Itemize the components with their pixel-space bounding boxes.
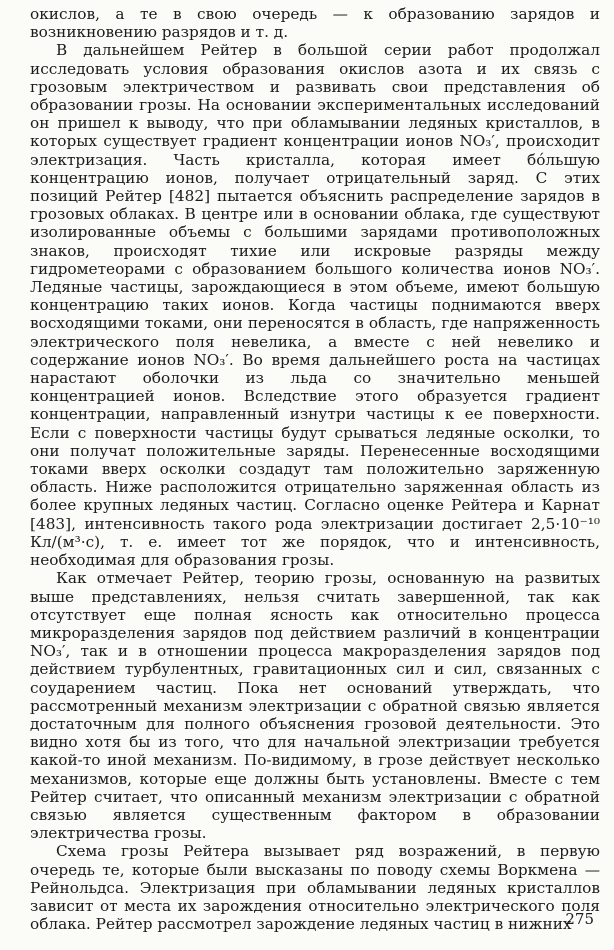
paragraph-reiter-research: В дальнейшем Рейтер в большой серии работ продолжал исследовать условия образования окислов азота и их связь с грозовым электричеством и развивать свои представления об образовании грозы. На основании экспериментальных исследований он пришел к выводу, что при обламывании ледяных кристаллов, в которых существует градиент концентрации ионов NO₃′, происходит электризация. Часть кристалла, которая имеет бóльшую концентрацию ионов, получает отрицательный заряд. С этих позиций Рейтер [482] пытается объяснить распределение зарядов в грозовых облаках. В центре или в основании облака, где существуют изолированные объемы с большими зарядами противоположных знаков, происходят тихие или искровые разряды между гидрометеорами с образованием большого количества ионов NO₃′. Ледяные частицы, зарождающиеся в этом объеме, имеют большую концентрацию таких ионов. Когда частицы поднимаются вверх восходящими токами, они переносятся в область, где напряженность электрического поля невелика, а вместе с ней невелико и содержание ионов NO₃′. Во время дальнейшего роста на частицах нарастают оболочки из льда со значительно меньшей концентрацией ионов. Вследствие этого образуется градиент концентрации, направленный изнутри частицы к ее поверхности. Если с поверхности частицы будут срываться ледяные осколки, то они получат положительные заряды. Перенесенные восходящими токами вверх осколки создадут там положительно заряженную область. Ниже расположится отрицательно заряженная область из более крупных ледяных частиц. Согласно оценке Рейтера и Карнат [483], интенсивность такого рода электризации достигает 2,5·10⁻¹⁰ Кл/(м³·с), т. е. имеет тот же порядок, что и интенсивность, необходимая для образования грозы.: [30, 41, 600, 570]
page-number: 275: [565, 910, 594, 928]
paragraph-continuation: окислов, а те в свою очередь — к образованию зарядов и возникновению разрядов и т. д.: [30, 5, 600, 42]
paragraph-reiter-theory: Как отмечает Рейтер, теорию грозы, основанную на развитых выше представлениях, нельзя считать завершенной, так как отсутствует еще полная ясность как относительно процесса микроразделения зарядов под действием различий в концентрации NO₃′, так и в отношении процесса макроразделения зарядов под действием турбулентных, гравитационных сил и сил, связанных с соударением частиц. Пока нет оснований утверждать, что рассмотренный механизм электризации с обратной связью является достаточным для полного объяснения грозовой деятельности. Это видно хотя бы из того, что для начальной электризации требуется какой-то иной механизм. По-видимому, в грозе действует несколько механизмов, которые еще должны быть установлены. Вместе с тем Рейтер считает, что описанный механизм электризации с обратной связью является существенным фактором в образовании электричества грозы.: [30, 569, 600, 843]
body-text: [30, 5, 600, 933]
paragraph-objections: Схема грозы Рейтера вызывает ряд возражений, в первую очередь те, которые были высказаны по поводу схемы Воркмена — Рейнольдса. Электризация при обламывании ледяных кристаллов зависит от места их зарождения относительно электрического поля облака. Рейтер рассмотрел зарождение ледяных частиц в нижних: [30, 842, 600, 934]
